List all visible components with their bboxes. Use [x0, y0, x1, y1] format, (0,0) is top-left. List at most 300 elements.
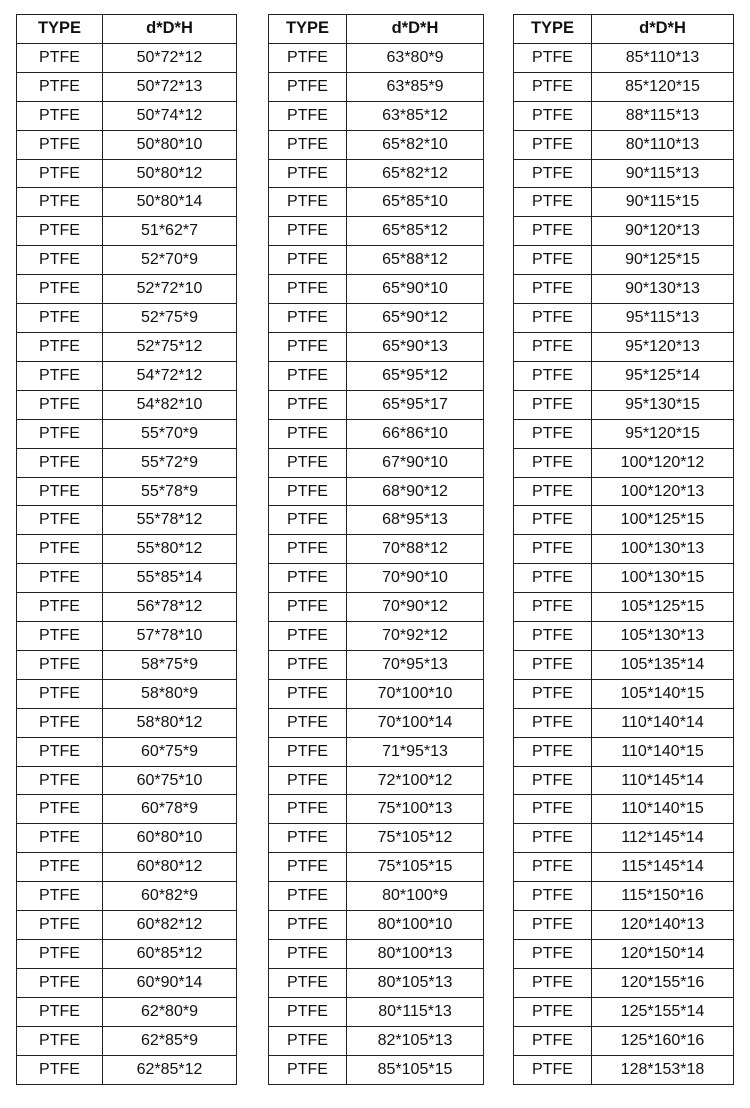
dimensions-cell: 63*85*12	[347, 101, 484, 130]
dimensions-cell: 90*115*13	[592, 159, 734, 188]
table-row	[269, 1055, 484, 1084]
dimensions-cell: 80*105*13	[347, 968, 484, 997]
dimensions-cell: 50*72*13	[103, 72, 237, 101]
table-row	[17, 188, 237, 217]
type-cell: PTFE	[514, 275, 592, 304]
dimensions-cell: 60*75*10	[103, 766, 237, 795]
type-cell: PTFE	[17, 188, 103, 217]
dimensions-cell: 65*88*12	[347, 246, 484, 275]
table-row	[514, 766, 734, 795]
dimensions-cell: 65*82*10	[347, 130, 484, 159]
table-row	[514, 1026, 734, 1055]
table-row	[514, 679, 734, 708]
type-cell: PTFE	[514, 43, 592, 72]
table-row	[269, 795, 484, 824]
type-cell: PTFE	[269, 448, 347, 477]
type-cell: PTFE	[269, 101, 347, 130]
dimensions-cell: 80*100*10	[347, 911, 484, 940]
type-cell: PTFE	[17, 535, 103, 564]
table-row	[514, 72, 734, 101]
table-row	[269, 72, 484, 101]
table-row	[269, 650, 484, 679]
type-cell: PTFE	[269, 622, 347, 651]
dimensions-cell: 82*105*13	[347, 1026, 484, 1055]
type-cell: PTFE	[17, 968, 103, 997]
type-cell: PTFE	[514, 997, 592, 1026]
table-row	[514, 477, 734, 506]
type-cell: PTFE	[17, 159, 103, 188]
table-row	[514, 159, 734, 188]
type-cell: PTFE	[514, 824, 592, 853]
dimensions-cell: 115*145*14	[592, 853, 734, 882]
dimensions-cell: 55*78*9	[103, 477, 237, 506]
dimensions-cell: 115*150*16	[592, 882, 734, 911]
table-row	[17, 766, 237, 795]
dimensions-cell: 60*78*9	[103, 795, 237, 824]
dimensions-cell: 60*80*10	[103, 824, 237, 853]
type-cell: PTFE	[17, 940, 103, 969]
dimensions-cell: 65*90*12	[347, 304, 484, 333]
dimensions-cell: 65*85*12	[347, 217, 484, 246]
type-cell: PTFE	[514, 506, 592, 535]
type-cell: PTFE	[17, 997, 103, 1026]
table-row	[269, 766, 484, 795]
table-row	[17, 275, 237, 304]
type-cell: PTFE	[514, 795, 592, 824]
dimensions-cell: 62*80*9	[103, 997, 237, 1026]
dimensions-cell: 80*110*13	[592, 130, 734, 159]
type-cell: PTFE	[269, 43, 347, 72]
table-row	[514, 188, 734, 217]
dimensions-cell: 95*125*14	[592, 361, 734, 390]
type-cell: PTFE	[514, 911, 592, 940]
table-row	[17, 246, 237, 275]
table-row	[514, 882, 734, 911]
type-cell: PTFE	[514, 419, 592, 448]
type-cell: PTFE	[17, 477, 103, 506]
table-row	[17, 1026, 237, 1055]
type-cell: PTFE	[514, 737, 592, 766]
table-row	[269, 940, 484, 969]
dimensions-cell: 66*86*10	[347, 419, 484, 448]
table-row	[514, 43, 734, 72]
type-cell: PTFE	[269, 477, 347, 506]
table-row	[514, 535, 734, 564]
table-row	[269, 564, 484, 593]
type-cell: PTFE	[269, 275, 347, 304]
type-cell: PTFE	[17, 911, 103, 940]
table-row	[17, 795, 237, 824]
type-cell: PTFE	[17, 448, 103, 477]
dimensions-cell: 67*90*10	[347, 448, 484, 477]
type-cell: PTFE	[269, 390, 347, 419]
table-row	[514, 940, 734, 969]
dimensions-cell: 63*80*9	[347, 43, 484, 72]
dimensions-cell: 70*95*13	[347, 650, 484, 679]
dimensions-cell: 72*100*12	[347, 766, 484, 795]
type-cell: PTFE	[17, 1026, 103, 1055]
table-row	[269, 101, 484, 130]
table-row	[514, 246, 734, 275]
dimensions-cell: 90*115*15	[592, 188, 734, 217]
dimensions-cell: 70*90*12	[347, 593, 484, 622]
type-cell: PTFE	[17, 217, 103, 246]
table-row	[17, 911, 237, 940]
table-row	[514, 361, 734, 390]
dimensions-cell: 60*82*9	[103, 882, 237, 911]
table-row	[514, 593, 734, 622]
table-row	[514, 1055, 734, 1084]
table-row	[514, 650, 734, 679]
dimensions-cell: 80*100*9	[347, 882, 484, 911]
type-cell: PTFE	[17, 564, 103, 593]
table-row	[269, 737, 484, 766]
table-row	[17, 332, 237, 361]
table-row	[269, 968, 484, 997]
table-row	[17, 968, 237, 997]
type-cell: PTFE	[17, 390, 103, 419]
type-cell: PTFE	[17, 332, 103, 361]
dimensions-cell: 65*95*12	[347, 361, 484, 390]
type-cell: PTFE	[514, 72, 592, 101]
dimensions-cell: 85*110*13	[592, 43, 734, 72]
dimensions-cell: 55*85*14	[103, 564, 237, 593]
dimensions-cell: 63*85*9	[347, 72, 484, 101]
dimensions-cell: 85*105*15	[347, 1055, 484, 1084]
table-row	[17, 997, 237, 1026]
table-row	[514, 968, 734, 997]
type-cell: PTFE	[514, 332, 592, 361]
dimensions-cell: 95*115*13	[592, 304, 734, 333]
dimensions-cell: 120*150*14	[592, 940, 734, 969]
dimensions-cell: 50*80*14	[103, 188, 237, 217]
size-table-1	[16, 14, 237, 1085]
type-cell: PTFE	[269, 535, 347, 564]
dimensions-cell: 68*90*12	[347, 477, 484, 506]
dimensions-cell: 90*125*15	[592, 246, 734, 275]
table-row	[269, 275, 484, 304]
type-cell: PTFE	[514, 188, 592, 217]
table-row	[514, 853, 734, 882]
table-row	[514, 737, 734, 766]
dimensions-cell: 54*72*12	[103, 361, 237, 390]
dimensions-cell: 95*120*15	[592, 419, 734, 448]
type-cell: PTFE	[17, 795, 103, 824]
type-cell: PTFE	[17, 650, 103, 679]
dimensions-cell: 90*130*13	[592, 275, 734, 304]
table-row	[269, 217, 484, 246]
type-cell: PTFE	[269, 650, 347, 679]
dimensions-cell: 70*88*12	[347, 535, 484, 564]
type-cell: PTFE	[514, 246, 592, 275]
table-row	[17, 43, 237, 72]
table-row	[17, 564, 237, 593]
size-table-2	[268, 14, 484, 1085]
type-cell: PTFE	[269, 882, 347, 911]
type-cell: PTFE	[269, 159, 347, 188]
type-cell: PTFE	[514, 766, 592, 795]
type-cell: PTFE	[269, 968, 347, 997]
dimensions-cell: 110*140*15	[592, 737, 734, 766]
dimensions-cell: 55*78*12	[103, 506, 237, 535]
dimensions-cell: 85*120*15	[592, 72, 734, 101]
type-cell: PTFE	[17, 275, 103, 304]
dimensions-cell: 70*100*10	[347, 679, 484, 708]
type-cell: PTFE	[17, 882, 103, 911]
table-row	[269, 593, 484, 622]
table-row	[269, 332, 484, 361]
dimensions-cell: 52*70*9	[103, 246, 237, 275]
type-cell: PTFE	[17, 43, 103, 72]
dimensions-cell: 62*85*9	[103, 1026, 237, 1055]
table-row	[269, 1026, 484, 1055]
table-row	[514, 101, 734, 130]
dimensions-cell: 65*90*13	[347, 332, 484, 361]
header-row	[17, 15, 237, 44]
table-row	[17, 448, 237, 477]
dimensions-column-header: d*D*H	[592, 15, 734, 44]
dimensions-cell: 58*75*9	[103, 650, 237, 679]
table-row	[514, 390, 734, 419]
type-column-header: TYPE	[514, 15, 592, 44]
type-cell: PTFE	[269, 1026, 347, 1055]
dimensions-cell: 50*74*12	[103, 101, 237, 130]
type-cell: PTFE	[17, 246, 103, 275]
dimensions-cell: 65*90*10	[347, 275, 484, 304]
dimensions-cell: 50*80*12	[103, 159, 237, 188]
table-row	[514, 217, 734, 246]
table-row	[17, 304, 237, 333]
type-cell: PTFE	[269, 246, 347, 275]
type-column-header: TYPE	[269, 15, 347, 44]
table-row	[17, 130, 237, 159]
dimensions-cell: 105*140*15	[592, 679, 734, 708]
dimensions-cell: 75*100*13	[347, 795, 484, 824]
dimensions-cell: 120*140*13	[592, 911, 734, 940]
table-row	[269, 853, 484, 882]
type-cell: PTFE	[17, 130, 103, 159]
type-cell: PTFE	[269, 564, 347, 593]
type-cell: PTFE	[514, 535, 592, 564]
table-row	[269, 159, 484, 188]
type-cell: PTFE	[269, 1055, 347, 1084]
table-row	[17, 650, 237, 679]
type-cell: PTFE	[269, 130, 347, 159]
type-cell: PTFE	[17, 72, 103, 101]
type-cell: PTFE	[17, 361, 103, 390]
dimensions-column-header: d*D*H	[103, 15, 237, 44]
header-row	[514, 15, 734, 44]
dimensions-cell: 65*95*17	[347, 390, 484, 419]
table-row	[17, 72, 237, 101]
type-cell: PTFE	[269, 361, 347, 390]
dimensions-cell: 110*140*15	[592, 795, 734, 824]
dimensions-cell: 68*95*13	[347, 506, 484, 535]
dimensions-cell: 60*80*12	[103, 853, 237, 882]
dimensions-cell: 52*75*12	[103, 332, 237, 361]
type-cell: PTFE	[17, 419, 103, 448]
type-cell: PTFE	[269, 217, 347, 246]
type-cell: PTFE	[17, 737, 103, 766]
type-cell: PTFE	[514, 564, 592, 593]
table-row	[269, 188, 484, 217]
table-row	[269, 622, 484, 651]
type-column-header: TYPE	[17, 15, 103, 44]
dimensions-cell: 55*80*12	[103, 535, 237, 564]
type-cell: PTFE	[269, 332, 347, 361]
type-cell: PTFE	[269, 679, 347, 708]
dimensions-cell: 60*75*9	[103, 737, 237, 766]
table-row	[269, 304, 484, 333]
dimensions-cell: 60*82*12	[103, 911, 237, 940]
type-cell: PTFE	[514, 361, 592, 390]
dimensions-cell: 58*80*12	[103, 708, 237, 737]
dimensions-cell: 80*100*13	[347, 940, 484, 969]
dimensions-cell: 56*78*12	[103, 593, 237, 622]
type-cell: PTFE	[514, 968, 592, 997]
type-cell: PTFE	[17, 622, 103, 651]
table-row	[17, 361, 237, 390]
table-row	[514, 997, 734, 1026]
dimensions-cell: 100*120*12	[592, 448, 734, 477]
table-row	[269, 246, 484, 275]
type-cell: PTFE	[514, 853, 592, 882]
table-row	[269, 448, 484, 477]
dimensions-cell: 75*105*12	[347, 824, 484, 853]
dimensions-cell: 51*62*7	[103, 217, 237, 246]
table-row	[514, 332, 734, 361]
table-row	[17, 737, 237, 766]
table-row	[17, 159, 237, 188]
type-cell: PTFE	[514, 477, 592, 506]
type-cell: PTFE	[514, 1055, 592, 1084]
type-cell: PTFE	[514, 940, 592, 969]
type-cell: PTFE	[269, 853, 347, 882]
dimensions-cell: 110*140*14	[592, 708, 734, 737]
table-row	[17, 622, 237, 651]
type-cell: PTFE	[514, 882, 592, 911]
table-row	[17, 535, 237, 564]
dimensions-cell: 70*92*12	[347, 622, 484, 651]
type-cell: PTFE	[17, 708, 103, 737]
table-row	[269, 43, 484, 72]
dimensions-cell: 120*155*16	[592, 968, 734, 997]
dimensions-cell: 100*125*15	[592, 506, 734, 535]
dimensions-cell: 52*72*10	[103, 275, 237, 304]
dimensions-cell: 100*130*15	[592, 564, 734, 593]
table-row	[17, 824, 237, 853]
table-row	[17, 1055, 237, 1084]
table-row	[269, 535, 484, 564]
type-cell: PTFE	[269, 997, 347, 1026]
type-cell: PTFE	[514, 217, 592, 246]
type-cell: PTFE	[269, 419, 347, 448]
type-cell: PTFE	[514, 622, 592, 651]
table-row	[17, 419, 237, 448]
type-cell: PTFE	[269, 506, 347, 535]
type-cell: PTFE	[17, 593, 103, 622]
dimensions-cell: 70*100*14	[347, 708, 484, 737]
table-row	[17, 593, 237, 622]
table-row	[269, 708, 484, 737]
table-row	[514, 275, 734, 304]
table-row	[17, 390, 237, 419]
dimensions-cell: 65*82*12	[347, 159, 484, 188]
dimensions-cell: 100*130*13	[592, 535, 734, 564]
type-cell: PTFE	[17, 679, 103, 708]
table-row	[514, 130, 734, 159]
type-cell: PTFE	[17, 506, 103, 535]
table-row	[514, 911, 734, 940]
type-cell: PTFE	[17, 101, 103, 130]
dimensions-cell: 50*80*10	[103, 130, 237, 159]
dimensions-cell: 70*90*10	[347, 564, 484, 593]
header-row	[269, 15, 484, 44]
type-cell: PTFE	[269, 304, 347, 333]
dimensions-cell: 88*115*13	[592, 101, 734, 130]
dimensions-cell: 125*155*14	[592, 997, 734, 1026]
type-cell: PTFE	[514, 448, 592, 477]
dimensions-column-header: d*D*H	[347, 15, 484, 44]
table-row	[17, 101, 237, 130]
dimensions-cell: 112*145*14	[592, 824, 734, 853]
table-row	[17, 940, 237, 969]
table-row	[17, 679, 237, 708]
dimensions-cell: 55*70*9	[103, 419, 237, 448]
table-row	[514, 564, 734, 593]
dimensions-cell: 54*82*10	[103, 390, 237, 419]
dimensions-cell: 60*85*12	[103, 940, 237, 969]
dimensions-cell: 50*72*12	[103, 43, 237, 72]
table-row	[514, 506, 734, 535]
table-row	[269, 477, 484, 506]
table-row	[269, 419, 484, 448]
table-row	[514, 622, 734, 651]
dimensions-cell: 100*120*13	[592, 477, 734, 506]
dimensions-cell: 52*75*9	[103, 304, 237, 333]
type-cell: PTFE	[269, 708, 347, 737]
table-row	[269, 130, 484, 159]
dimensions-cell: 60*90*14	[103, 968, 237, 997]
table-row	[269, 997, 484, 1026]
dimensions-cell: 105*130*13	[592, 622, 734, 651]
type-cell: PTFE	[514, 708, 592, 737]
type-cell: PTFE	[269, 766, 347, 795]
dimensions-cell: 65*85*10	[347, 188, 484, 217]
dimensions-cell: 62*85*12	[103, 1055, 237, 1084]
type-cell: PTFE	[514, 593, 592, 622]
table-row	[17, 506, 237, 535]
table-row	[17, 217, 237, 246]
type-cell: PTFE	[17, 1055, 103, 1084]
table-row	[17, 853, 237, 882]
table-row	[17, 882, 237, 911]
table-row	[17, 477, 237, 506]
dimensions-cell: 75*105*15	[347, 853, 484, 882]
table-row	[269, 679, 484, 708]
dimensions-cell: 95*120*13	[592, 332, 734, 361]
type-cell: PTFE	[514, 159, 592, 188]
type-cell: PTFE	[269, 911, 347, 940]
table-row	[514, 304, 734, 333]
dimensions-cell: 95*130*15	[592, 390, 734, 419]
type-cell: PTFE	[514, 304, 592, 333]
table-row	[269, 824, 484, 853]
table-row	[17, 708, 237, 737]
type-cell: PTFE	[17, 766, 103, 795]
table-row	[269, 390, 484, 419]
type-cell: PTFE	[514, 130, 592, 159]
